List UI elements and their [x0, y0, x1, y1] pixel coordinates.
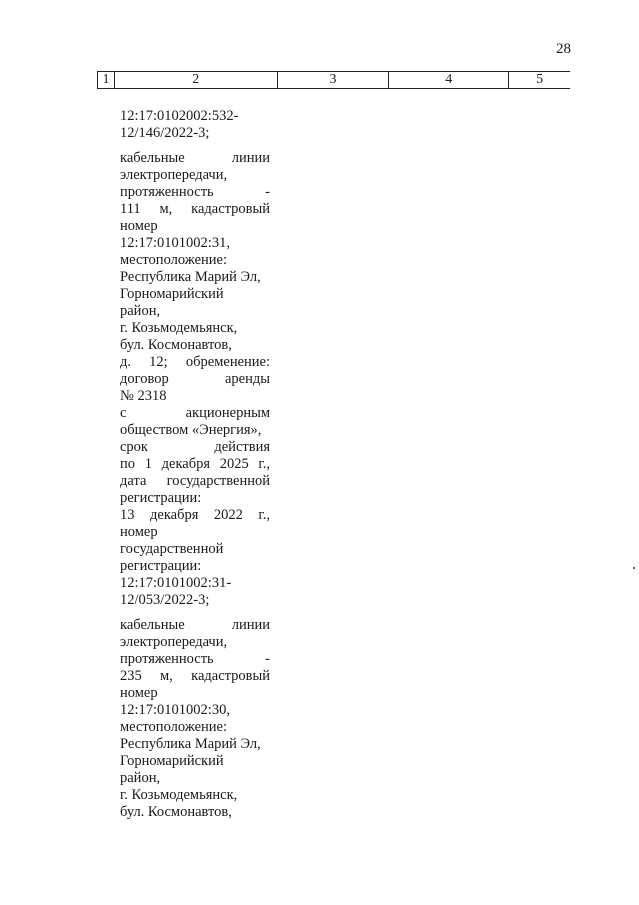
- column-header-4: 4: [389, 72, 509, 88]
- entry-text-line: номер: [120, 685, 158, 701]
- entry-text-line: регистрации:: [120, 558, 202, 574]
- entry-text-line: кабельные линии: [120, 150, 270, 166]
- property-entry: [120, 150, 270, 609]
- column-header-1: 1: [98, 72, 115, 88]
- entry-text-line: срок действия: [120, 439, 270, 455]
- column-header-5: 5: [536, 72, 544, 87]
- entry-text-line: дата государственной: [120, 473, 270, 489]
- entry-text-line: № 2318: [120, 388, 167, 404]
- entry-text-line: Горномарийский: [120, 286, 224, 302]
- property-entry: [120, 617, 270, 821]
- entry-text-line: Горномарийский: [120, 753, 224, 769]
- entry-text-line: государственной: [120, 541, 224, 557]
- entry-text-line: протяженность -: [120, 651, 270, 667]
- property-entry: [120, 108, 270, 142]
- entry-text-line: бул. Космонавтов,: [120, 337, 232, 353]
- entry-text-line: 12:17:0101002:31-: [120, 575, 232, 591]
- entry-text-line: бул. Космонавтов,: [120, 804, 232, 820]
- column-header-3: 3: [278, 72, 390, 88]
- entry-text-line: договор аренды: [120, 371, 270, 387]
- entry-text-line: 235 м, кадастровый: [120, 668, 270, 684]
- entry-text-line: кабельные линии: [120, 617, 270, 633]
- entry-text-line: д. 12; обременение:: [120, 354, 270, 370]
- entry-text-line: по 1 декабря 2025 г.,: [120, 456, 270, 472]
- entry-text-line: обществом «Энергия»,: [120, 422, 262, 438]
- entry-text-line: 12/053/2022-3;: [120, 592, 210, 608]
- column-header-2: 2: [115, 72, 278, 88]
- entry-text-line: электропередачи,: [120, 167, 228, 183]
- entry-text-line: район,: [120, 770, 161, 786]
- entry-text-line: номер: [120, 524, 158, 540]
- entry-text-line: протяженность -: [120, 184, 270, 200]
- entry-text-line: местоположение:: [120, 252, 227, 268]
- entry-text-line: регистрации:: [120, 490, 202, 506]
- table-header-row: [97, 71, 570, 89]
- entry-text-line: г. Козьмодемьянск,: [120, 320, 238, 336]
- column-2-content: [120, 108, 270, 829]
- entry-text-line: местоположение:: [120, 719, 227, 735]
- entry-text-line: 13 декабря 2022 г.,: [120, 507, 270, 523]
- entry-text-line: 12:17:0101002:31,: [120, 235, 230, 251]
- page-number: 28: [556, 41, 571, 57]
- entry-text-line: Республика Марий Эл,: [120, 269, 261, 285]
- entry-text-line: электропередачи,: [120, 634, 228, 650]
- entry-text-line: г. Козьмодемьянск,: [120, 787, 238, 803]
- entry-text-line: номер: [120, 218, 158, 234]
- entry-text-line: 12:17:0101002:30,: [120, 702, 230, 718]
- entry-text-line: Республика Марий Эл,: [120, 736, 261, 752]
- entry-text-line: 12/146/2022-3;: [120, 125, 210, 141]
- entry-text-line: 12:17:0102002:532-: [120, 108, 239, 124]
- entry-text-line: район,: [120, 303, 161, 319]
- scan-speck: [633, 567, 635, 569]
- entry-text-line: 111 м, кадастровый: [120, 201, 270, 217]
- entry-text-line: с акционерным: [120, 405, 270, 421]
